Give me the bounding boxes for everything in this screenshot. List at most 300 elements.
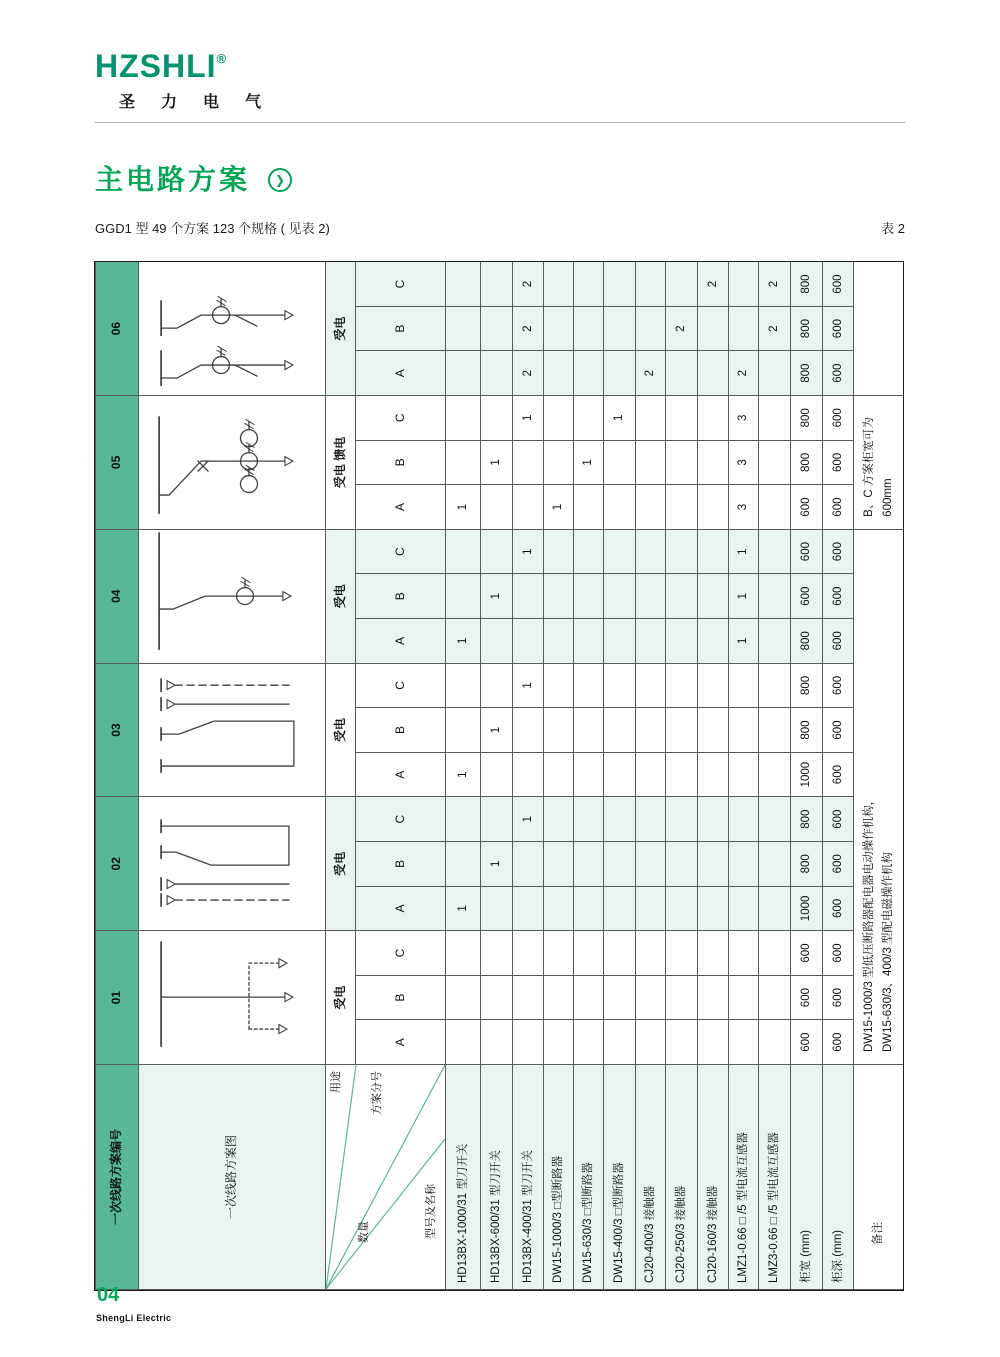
qty-05-A-eq9 — [697, 485, 728, 530]
qty-01-B-eq4 — [543, 976, 573, 1021]
qty-01-A-eq11 — [758, 1020, 790, 1065]
qty-03-C-eq11 — [758, 664, 790, 709]
qty-06-B-eq4 — [543, 307, 573, 352]
cab-depth-03-C: 600 — [822, 664, 853, 709]
qty-02-C-eq1 — [445, 797, 480, 842]
qty-06-C-eq11: 2 — [758, 262, 790, 307]
qty-06-B-eq2 — [480, 307, 512, 352]
table-number-label: 表 2 — [881, 221, 905, 236]
qty-04-B-eq8 — [665, 574, 697, 619]
sub-header-03-C: C — [355, 664, 445, 709]
qty-06-C-eq9: 2 — [697, 262, 728, 307]
cab-width-04-A: 800 — [790, 619, 822, 664]
cab-width-06-C: 800 — [790, 262, 822, 307]
qty-03-B-eq1 — [445, 708, 480, 753]
qty-05-B-eq9 — [697, 441, 728, 486]
usage-05: 受电 馈电 — [325, 396, 355, 530]
cab-depth-04-A: 600 — [822, 619, 853, 664]
qty-03-A-eq1: 1 — [445, 753, 480, 798]
page-title: 主电路方案 — [95, 164, 251, 195]
qty-02-B-eq4 — [543, 842, 573, 887]
diagram-scheme-02 — [138, 797, 325, 931]
qty-03-C-eq9 — [697, 664, 728, 709]
qty-04-C-eq1 — [445, 530, 480, 575]
qty-05-B-eq8 — [665, 441, 697, 486]
qty-03-A-eq7 — [635, 753, 665, 798]
qty-01-A-eq10 — [728, 1020, 758, 1065]
qty-04-C-eq2 — [480, 530, 512, 575]
qty-03-A-eq11 — [758, 753, 790, 798]
diagram-scheme-03 — [138, 664, 325, 798]
qty-03-B-eq8 — [665, 708, 697, 753]
qty-03-C-eq7 — [635, 664, 665, 709]
qty-04-C-eq4 — [543, 530, 573, 575]
qty-04-C-eq8 — [665, 530, 697, 575]
qty-02-C-eq9 — [697, 797, 728, 842]
qty-02-C-eq4 — [543, 797, 573, 842]
qty-06-C-eq10 — [728, 262, 758, 307]
sub-header-06-B: B — [355, 307, 445, 352]
qty-04-A-eq2 — [480, 619, 512, 664]
qty-05-A-eq2 — [480, 485, 512, 530]
qty-05-A-eq6 — [603, 485, 635, 530]
equipment-label: HD13BX-600/31 型刀开关 — [480, 1065, 512, 1290]
scheme-06-header: 06 — [95, 262, 138, 396]
equipment-label: CJ20-250/3 接触器 — [665, 1065, 697, 1290]
qty-05-C-eq7 — [635, 396, 665, 441]
qty-01-A-eq3 — [512, 1020, 543, 1065]
cab-width-06-A: 800 — [790, 351, 822, 396]
equipment-label: CJ20-160/3 接触器 — [697, 1065, 728, 1290]
qty-05-C-eq9 — [697, 396, 728, 441]
qty-05-B-eq4 — [543, 441, 573, 486]
cab-width-01-B: 600 — [790, 976, 822, 1021]
header-divider — [95, 122, 905, 123]
qty-06-A-eq8 — [665, 351, 697, 396]
qty-06-B-eq11: 2 — [758, 307, 790, 352]
qty-01-B-eq10 — [728, 976, 758, 1021]
qty-04-A-eq9 — [697, 619, 728, 664]
qty-03-C-eq6 — [603, 664, 635, 709]
qty-02-A-eq9 — [697, 887, 728, 932]
qty-06-C-eq7 — [635, 262, 665, 307]
qty-01-C-eq3 — [512, 931, 543, 976]
qty-01-C-eq1 — [445, 931, 480, 976]
scheme-03-header: 03 — [95, 664, 138, 798]
equipment-label: DW15-400/3 □型断路器 — [603, 1065, 635, 1290]
qty-04-B-eq3 — [512, 574, 543, 619]
qty-04-A-eq1: 1 — [445, 619, 480, 664]
equipment-label: CJ20-400/3 接触器 — [635, 1065, 665, 1290]
qty-01-C-eq7 — [635, 931, 665, 976]
qty-02-B-eq10 — [728, 842, 758, 887]
qty-01-C-eq8 — [665, 931, 697, 976]
equipment-label: DW15-630/3 □型断路器 — [573, 1065, 603, 1290]
cab-depth-01-C: 600 — [822, 931, 853, 976]
qty-03-B-eq2: 1 — [480, 708, 512, 753]
footer-company: ShengLi Electric — [96, 1313, 172, 1323]
qty-05-B-eq7 — [635, 441, 665, 486]
qty-05-C-eq2 — [480, 396, 512, 441]
scheme-04-header: 04 — [95, 530, 138, 664]
cab-width-05-B: 800 — [790, 441, 822, 486]
usage-02: 受电 — [325, 797, 355, 931]
qty-01-C-eq5 — [573, 931, 603, 976]
qty-02-B-eq8 — [665, 842, 697, 887]
cab-width-06-B: 800 — [790, 307, 822, 352]
qty-01-C-eq11 — [758, 931, 790, 976]
qty-01-B-eq11 — [758, 976, 790, 1021]
qty-04-C-eq9 — [697, 530, 728, 575]
scheme-01-header: 01 — [95, 931, 138, 1065]
qty-04-A-eq4 — [543, 619, 573, 664]
cab-depth-03-A: 600 — [822, 753, 853, 798]
diagram-scheme-04 — [138, 530, 325, 664]
qty-01-A-eq6 — [603, 1020, 635, 1065]
qty-02-A-eq8 — [665, 887, 697, 932]
qty-06-B-eq7 — [635, 307, 665, 352]
qty-05-C-eq10: 3 — [728, 396, 758, 441]
qty-05-A-eq11 — [758, 485, 790, 530]
qty-06-A-eq5 — [573, 351, 603, 396]
qty-01-C-eq6 — [603, 931, 635, 976]
qty-01-C-eq9 — [697, 931, 728, 976]
qty-06-C-eq2 — [480, 262, 512, 307]
qty-04-C-eq6 — [603, 530, 635, 575]
equipment-label: HD13BX-400/31 型刀开关 — [512, 1065, 543, 1290]
qty-05-B-eq5: 1 — [573, 441, 603, 486]
qty-01-B-eq8 — [665, 976, 697, 1021]
cab-depth-01-A: 600 — [822, 1020, 853, 1065]
qty-04-B-eq4 — [543, 574, 573, 619]
cab-width-03-B: 800 — [790, 708, 822, 753]
corner-label-scheme-sub: 方案分号 — [371, 1071, 383, 1115]
qty-02-C-eq10 — [728, 797, 758, 842]
qty-05-B-eq3 — [512, 441, 543, 486]
qty-01-A-eq5 — [573, 1020, 603, 1065]
qty-04-B-eq6 — [603, 574, 635, 619]
qty-02-C-eq11 — [758, 797, 790, 842]
qty-06-B-eq3: 2 — [512, 307, 543, 352]
qty-02-B-eq9 — [697, 842, 728, 887]
sub-header-04-B: B — [355, 574, 445, 619]
qty-03-C-eq3: 1 — [512, 664, 543, 709]
qty-05-B-eq10: 3 — [728, 441, 758, 486]
sub-header-06-A: A — [355, 351, 445, 396]
remark-schemes-01-04: DW15-1000/3 型低压断路器配电器电动操作机构， DW15-630/3、400/3 型配电磁操作机构 — [853, 530, 903, 1065]
qty-03-A-eq4 — [543, 753, 573, 798]
remark-scheme-05: B、C 方案柜宽可为 600mm — [853, 396, 903, 530]
qty-04-A-eq3 — [512, 619, 543, 664]
registered-mark-icon: ® — [216, 51, 227, 66]
cab-width-01-C: 600 — [790, 931, 822, 976]
cab-depth-05-A: 600 — [822, 485, 853, 530]
cab-depth-02-C: 600 — [822, 797, 853, 842]
qty-06-B-eq1 — [445, 307, 480, 352]
qty-06-A-eq10: 2 — [728, 351, 758, 396]
qty-05-C-eq3: 1 — [512, 396, 543, 441]
qty-04-B-eq7 — [635, 574, 665, 619]
qty-02-B-eq5 — [573, 842, 603, 887]
logo-wordmark — [95, 50, 272, 82]
cab-depth-06-C: 600 — [822, 262, 853, 307]
qty-06-A-eq7: 2 — [635, 351, 665, 396]
qty-02-A-eq4 — [543, 887, 573, 932]
qty-06-B-eq5 — [573, 307, 603, 352]
scheme-02-header: 02 — [95, 797, 138, 931]
sub-header-01-C: C — [355, 931, 445, 976]
qty-01-B-eq2 — [480, 976, 512, 1021]
qty-05-A-eq4: 1 — [543, 485, 573, 530]
qty-01-A-eq4 — [543, 1020, 573, 1065]
qty-03-C-eq4 — [543, 664, 573, 709]
qty-02-A-eq5 — [573, 887, 603, 932]
scheme-table — [95, 262, 903, 1290]
qty-05-A-eq3 — [512, 485, 543, 530]
qty-01-B-eq9 — [697, 976, 728, 1021]
table-caption: GGD1 型 49 个方案 123 个规格 ( 见表 2) — [95, 221, 330, 236]
logo-chinese-name: 圣 力 电 气 — [119, 94, 273, 111]
qty-06-C-eq6 — [603, 262, 635, 307]
qty-02-A-eq10 — [728, 887, 758, 932]
qty-06-C-eq5 — [573, 262, 603, 307]
logo-text: HZSHLI — [95, 48, 217, 84]
qty-04-C-eq5 — [573, 530, 603, 575]
sub-header-05-A: A — [355, 485, 445, 530]
qty-03-A-eq10 — [728, 753, 758, 798]
cab-depth-04-C: 600 — [822, 530, 853, 575]
qty-06-C-eq4 — [543, 262, 573, 307]
qty-03-B-eq7 — [635, 708, 665, 753]
qty-02-A-eq1: 1 — [445, 887, 480, 932]
cab-width-04-C: 600 — [790, 530, 822, 575]
qty-01-B-eq5 — [573, 976, 603, 1021]
qty-01-B-eq6 — [603, 976, 635, 1021]
qty-06-C-eq8 — [665, 262, 697, 307]
qty-02-C-eq7 — [635, 797, 665, 842]
diagram-scheme-05 — [138, 396, 325, 530]
label-cab-depth: 柜深 (mm) — [822, 1065, 853, 1290]
usage-06: 受电 — [325, 262, 355, 396]
label-scheme-no: 一次线路方案编号 — [95, 1065, 138, 1290]
qty-03-C-eq5 — [573, 664, 603, 709]
qty-02-A-eq7 — [635, 887, 665, 932]
qty-01-C-eq4 — [543, 931, 573, 976]
qty-04-C-eq7 — [635, 530, 665, 575]
qty-04-B-eq1 — [445, 574, 480, 619]
company-logo — [95, 50, 272, 112]
usage-03: 受电 — [325, 664, 355, 798]
page-number: 04 — [97, 1284, 120, 1306]
sub-header-05-B: B — [355, 441, 445, 486]
qty-02-C-eq6 — [603, 797, 635, 842]
qty-03-A-eq9 — [697, 753, 728, 798]
qty-03-B-eq10 — [728, 708, 758, 753]
qty-06-B-eq9 — [697, 307, 728, 352]
qty-02-B-eq1 — [445, 842, 480, 887]
cab-width-02-C: 800 — [790, 797, 822, 842]
qty-05-A-eq10: 3 — [728, 485, 758, 530]
qty-05-A-eq5 — [573, 485, 603, 530]
corner-label-quantity: 数量 — [358, 1221, 370, 1243]
label-cab-width: 柜宽 (mm) — [790, 1065, 822, 1290]
cab-depth-03-B: 600 — [822, 708, 853, 753]
scheme-table-wrapper — [95, 262, 903, 1290]
qty-05-C-eq11 — [758, 396, 790, 441]
qty-02-C-eq5 — [573, 797, 603, 842]
sub-header-04-C: C — [355, 530, 445, 575]
sub-header-01-A: A — [355, 1020, 445, 1065]
qty-04-B-eq5 — [573, 574, 603, 619]
qty-03-B-eq5 — [573, 708, 603, 753]
cab-width-02-A: 1000 — [790, 887, 822, 932]
chevron-circle-icon: ❯ — [268, 168, 292, 192]
qty-05-B-eq2: 1 — [480, 441, 512, 486]
qty-02-A-eq6 — [603, 887, 635, 932]
qty-06-A-eq2 — [480, 351, 512, 396]
qty-04-A-eq11 — [758, 619, 790, 664]
section-title-row — [95, 162, 292, 198]
sub-header-01-B: B — [355, 976, 445, 1021]
equipment-label: HD13BX-1000/31 型刀开关 — [445, 1065, 480, 1290]
qty-05-A-eq1: 1 — [445, 485, 480, 530]
qty-05-B-eq11 — [758, 441, 790, 486]
qty-03-C-eq10 — [728, 664, 758, 709]
corner-header-cell — [325, 1065, 445, 1290]
qty-01-B-eq1 — [445, 976, 480, 1021]
sub-header-04-A: A — [355, 619, 445, 664]
cab-depth-06-B: 600 — [822, 307, 853, 352]
qty-04-B-eq2: 1 — [480, 574, 512, 619]
usage-01: 受电 — [325, 931, 355, 1065]
cab-width-02-B: 800 — [790, 842, 822, 887]
equipment-label: LMZ3-0.66 □ /5 型电流互感器 — [758, 1065, 790, 1290]
qty-02-B-eq2: 1 — [480, 842, 512, 887]
qty-01-B-eq3 — [512, 976, 543, 1021]
qty-02-C-eq2 — [480, 797, 512, 842]
qty-04-A-eq6 — [603, 619, 635, 664]
diagram-scheme-01 — [138, 931, 325, 1065]
cab-depth-05-B: 600 — [822, 441, 853, 486]
qty-06-B-eq10 — [728, 307, 758, 352]
qty-05-C-eq1 — [445, 396, 480, 441]
sub-header-06-C: C — [355, 262, 445, 307]
qty-01-B-eq7 — [635, 976, 665, 1021]
usage-04: 受电 — [325, 530, 355, 664]
cab-depth-04-B: 600 — [822, 574, 853, 619]
qty-05-C-eq5 — [573, 396, 603, 441]
label-diagram: 一次线路方案图 — [138, 1065, 325, 1290]
qty-03-B-eq6 — [603, 708, 635, 753]
qty-05-C-eq4 — [543, 396, 573, 441]
cab-depth-05-C: 600 — [822, 396, 853, 441]
cab-width-03-A: 1000 — [790, 753, 822, 798]
sub-header-02-C: C — [355, 797, 445, 842]
cab-width-03-C: 800 — [790, 664, 822, 709]
cab-depth-06-A: 600 — [822, 351, 853, 396]
equipment-label: LMZ1-0.66 □ /5 型电流互感器 — [728, 1065, 758, 1290]
qty-04-C-eq11 — [758, 530, 790, 575]
qty-06-A-eq1 — [445, 351, 480, 396]
sub-header-03-B: B — [355, 708, 445, 753]
sub-header-05-C: C — [355, 396, 445, 441]
qty-03-C-eq2 — [480, 664, 512, 709]
qty-05-B-eq6 — [603, 441, 635, 486]
qty-06-B-eq6 — [603, 307, 635, 352]
qty-05-A-eq7 — [635, 485, 665, 530]
qty-04-A-eq5 — [573, 619, 603, 664]
cab-depth-02-B: 600 — [822, 842, 853, 887]
qty-01-C-eq10 — [728, 931, 758, 976]
cab-depth-01-B: 600 — [822, 976, 853, 1021]
qty-06-A-eq3: 2 — [512, 351, 543, 396]
qty-04-B-eq10: 1 — [728, 574, 758, 619]
qty-04-C-eq3: 1 — [512, 530, 543, 575]
qty-02-B-eq6 — [603, 842, 635, 887]
qty-02-A-eq3 — [512, 887, 543, 932]
qty-03-B-eq11 — [758, 708, 790, 753]
qty-06-A-eq11 — [758, 351, 790, 396]
qty-03-B-eq4 — [543, 708, 573, 753]
qty-01-A-eq8 — [665, 1020, 697, 1065]
qty-02-A-eq2 — [480, 887, 512, 932]
qty-05-B-eq1 — [445, 441, 480, 486]
cab-width-01-A: 600 — [790, 1020, 822, 1065]
label-remark: 备注 — [853, 1065, 903, 1290]
sub-header-03-A: A — [355, 753, 445, 798]
sub-header-02-B: B — [355, 842, 445, 887]
qty-04-A-eq10: 1 — [728, 619, 758, 664]
qty-06-A-eq4 — [543, 351, 573, 396]
qty-04-B-eq9 — [697, 574, 728, 619]
qty-02-B-eq7 — [635, 842, 665, 887]
qty-03-B-eq3 — [512, 708, 543, 753]
scheme-05-header: 05 — [95, 396, 138, 530]
qty-05-C-eq6: 1 — [603, 396, 635, 441]
qty-06-B-eq8: 2 — [665, 307, 697, 352]
qty-03-A-eq3 — [512, 753, 543, 798]
cab-width-05-A: 600 — [790, 485, 822, 530]
remark-scheme-06-empty — [853, 262, 903, 396]
qty-03-A-eq5 — [573, 753, 603, 798]
qty-02-A-eq11 — [758, 887, 790, 932]
qty-01-A-eq7 — [635, 1020, 665, 1065]
qty-03-C-eq1 — [445, 664, 480, 709]
qty-02-B-eq11 — [758, 842, 790, 887]
subtitle-row — [95, 218, 905, 237]
qty-06-C-eq1 — [445, 262, 480, 307]
qty-02-C-eq8 — [665, 797, 697, 842]
qty-06-C-eq3: 2 — [512, 262, 543, 307]
corner-label-model-name: 型号及名称 — [425, 1184, 437, 1239]
qty-03-C-eq8 — [665, 664, 697, 709]
qty-02-C-eq3: 1 — [512, 797, 543, 842]
diagram-scheme-06 — [138, 262, 325, 396]
cab-width-05-C: 800 — [790, 396, 822, 441]
qty-05-C-eq8 — [665, 396, 697, 441]
qty-03-A-eq8 — [665, 753, 697, 798]
qty-04-B-eq11 — [758, 574, 790, 619]
qty-02-B-eq3 — [512, 842, 543, 887]
qty-01-A-eq9 — [697, 1020, 728, 1065]
qty-04-C-eq10: 1 — [728, 530, 758, 575]
sub-header-02-A: A — [355, 887, 445, 932]
cab-width-04-B: 600 — [790, 574, 822, 619]
qty-03-A-eq2 — [480, 753, 512, 798]
equipment-label: DW15-1000/3 □型断路器 — [543, 1065, 573, 1290]
qty-04-A-eq8 — [665, 619, 697, 664]
qty-01-C-eq2 — [480, 931, 512, 976]
